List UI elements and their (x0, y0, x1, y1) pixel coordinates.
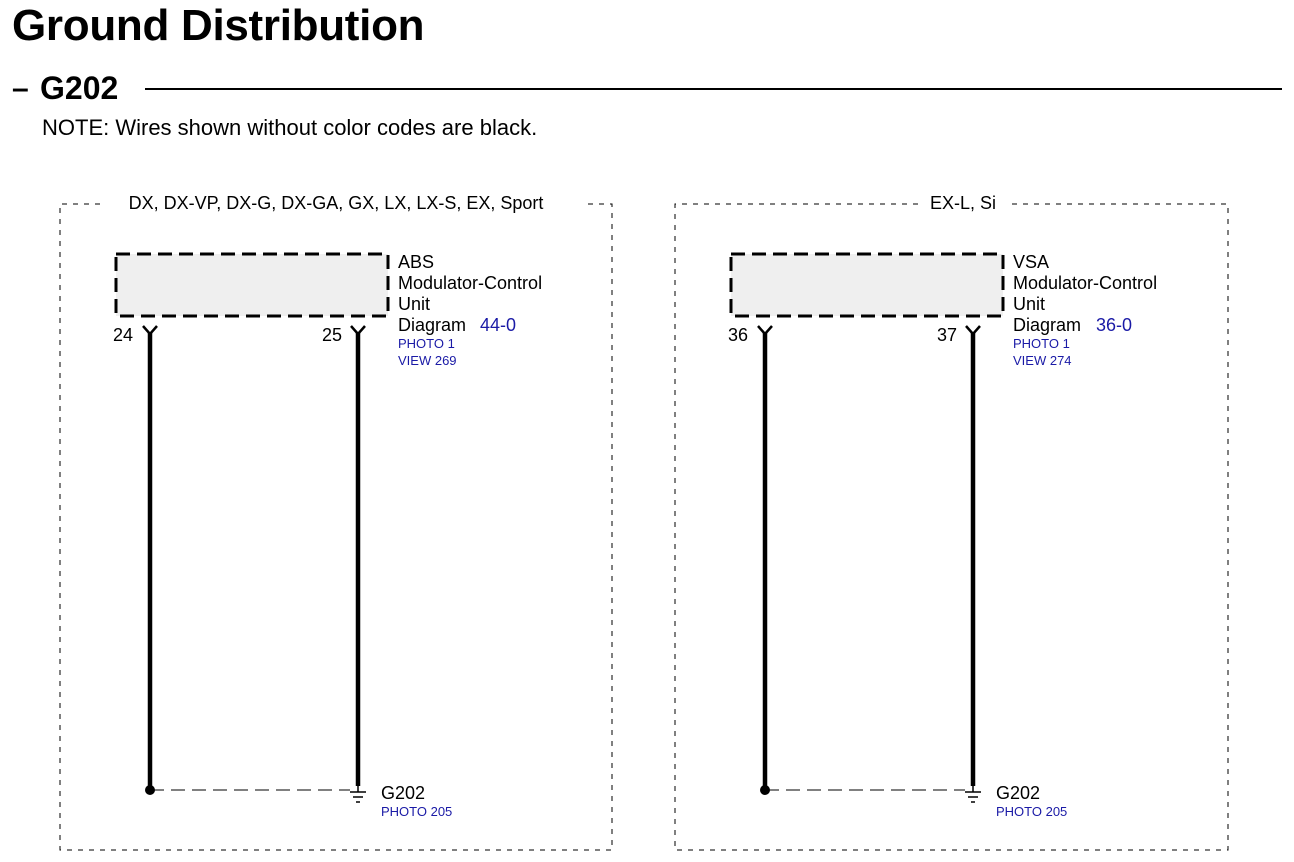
vsa-pin-37-connector (966, 326, 980, 334)
panel-vsa (675, 193, 1228, 850)
vsa-diagram-label: Diagram (1013, 315, 1082, 335)
vsa-ground-icon (965, 784, 981, 802)
vsa-ground-label: G202 (996, 783, 1041, 803)
vsa-view-link[interactable]: VIEW 274 (1013, 353, 1072, 368)
vsa-pin-36-connector (758, 326, 772, 334)
vsa-component-name-1: VSA (1013, 252, 1050, 272)
abs-component-name-1: ABS (398, 252, 435, 272)
abs-pin-25-connector (351, 326, 365, 334)
panel-abs-variants: DX, DX-VP, DX-G, DX-GA, GX, LX, LX-S, EX, Sport (128, 193, 544, 213)
vsa-modulator-box[interactable] (731, 254, 1003, 316)
abs-component-name-3: Unit (398, 294, 431, 314)
vsa-component-name-2: Modulator-Control (1013, 273, 1158, 293)
panel-vsa-variants: EX-L, Si (929, 193, 997, 213)
panel-abs (60, 193, 612, 850)
abs-pin-25-label: 25 (322, 325, 343, 345)
section-title: G202 (40, 70, 119, 106)
abs-modulator-box[interactable] (116, 254, 388, 316)
abs-ground-icon (350, 784, 366, 802)
abs-diagram-label: Diagram (398, 315, 467, 335)
vsa-component-name-3: Unit (1013, 294, 1046, 314)
abs-photo-link[interactable]: PHOTO 1 (398, 336, 455, 351)
page-title: Ground Distribution (12, 1, 425, 50)
vsa-photo-link[interactable]: PHOTO 1 (1013, 336, 1070, 351)
vsa-pin-37-label: 37 (937, 325, 958, 345)
wire-note: NOTE: Wires shown without color codes are black. (42, 115, 538, 140)
abs-ground-photo-link[interactable]: PHOTO 205 (381, 804, 453, 819)
subtitle-dash: – (12, 72, 29, 105)
abs-pin-24-connector (143, 326, 157, 334)
vsa-diagram-link[interactable]: 36-0 (1096, 315, 1133, 335)
abs-diagram-link[interactable]: 44-0 (480, 315, 517, 335)
abs-ground-label: G202 (381, 783, 426, 803)
abs-pin-24-label: 24 (113, 325, 134, 345)
abs-component-name-2: Modulator-Control (398, 273, 543, 293)
abs-view-link[interactable]: VIEW 269 (398, 353, 457, 368)
vsa-ground-photo-link[interactable]: PHOTO 205 (996, 804, 1068, 819)
vsa-pin-36-label: 36 (728, 325, 749, 345)
